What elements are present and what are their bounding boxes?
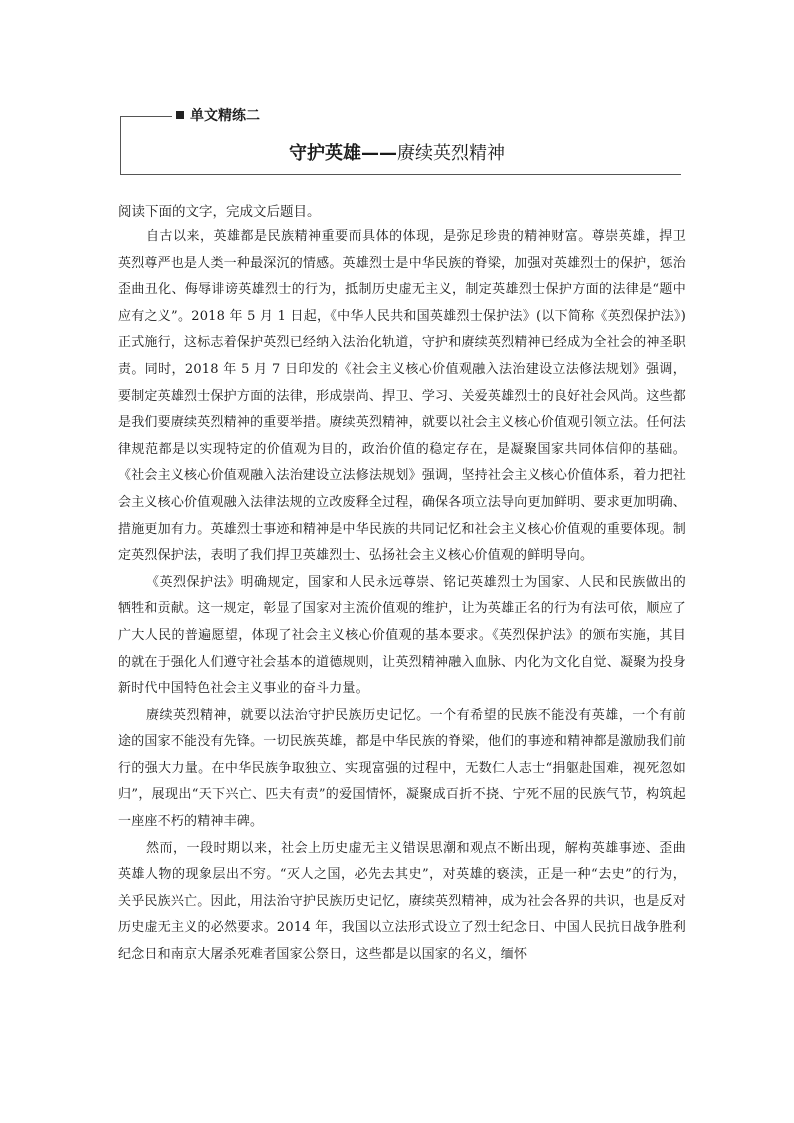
article-body bbox=[118, 224, 686, 969]
section-label bbox=[176, 106, 260, 126]
article-paragraph: 《英烈保护法》明确规定，国家和人民永远尊崇、铭记英雄烈士为国家、人民和民族做出的牺牲和贡献。这一规定，彰显了国家对主流价值观的维护，让为英雄正名的行为有法可依，顺应了广大人民的普遍愿望，体现了社会主义核心价值观的基本要求。《英烈保护法》的颁布实施，其目的就在于强化人们遵守社会基本的道德规则，让英烈精神融入血脉、内化为文化自觉、凝聚为投身新时代中国特色社会主义事业的奋斗力量。 bbox=[118, 574, 686, 697]
article-paragraph: 赓续英烈精神，就要以法治守护民族历史记忆。一个有希望的民族不能没有英雄，一个有前途的国家不能没有先锋。一切民族英雄，都是中华民族的脊梁，他们的事迹和精神都是激励我们前行的强大力量。在中华民族争取独立、实现富强的过程中，无数仁人志士“捐躯赴国难，视死忽如归”，展现出“天下兴亡、匹夫有责”的爱国情怀，凝聚成百折不挠、宁死不屈的民族气节，构筑起一座座不朽的精神丰碑。 bbox=[118, 707, 686, 830]
page-title bbox=[0, 142, 794, 166]
square-bullet-icon bbox=[176, 111, 184, 119]
article-paragraph: 自古以来，英雄都是民族精神重要而具体的体现，是弥足珍贵的精神财富。尊崇英雄，捍卫英烈尊严也是人类一种最深沉的情感。英雄烈士是中华民族的脊梁，加强对英雄烈士的保护，惩治歪曲丑化、侮辱诽谤英雄烈士的行为，抵制历史虚无主义，制定英雄烈士保护方面的法律是“题中应有之义”。2018 年 5 月 1 日起，《中华人民共和国英雄烈士保护法》(以下简称《英烈保护法》)正式施行，这标志着保护英烈已经纳入法治化轨道，守护和赓续英烈精神已经成为全社会的神圣职责。同时，2018 年 5 月 7 日印发的《社会主义核心价值观融入法治建设立法修法规划》强调，要制定英雄烈士保护方面的法律，形成崇尚、捍卫、学习、关爱英雄烈士的良好社会风尚。这些都是我们要赓续英烈精神的重要举措。赓续英烈精神，就要以社会主义核心价值观引领立法。任何法律规范都是以实现特定的价值观为目的，政治价值的稳定存在，是凝聚国家共同体信仰的基础。《社会主义核心价值观融入法治建设立法修法规划》强调，坚持社会主义核心价值体系，着力把社会主义核心价值观融入法律法规的立改废释全过程，确保各项立法导向更加鲜明、要求更加明确、措施更加有力。英雄烈士事迹和精神是中华民族的共同记忆和社会主义核心价值观的重要体现。制定英烈保护法，表明了我们捍卫英雄烈士、弘扬社会主义核心价值观的鲜明导向。 bbox=[118, 229, 686, 564]
section-header-rule bbox=[120, 116, 172, 117]
title-main: 守护英雄—— bbox=[289, 143, 397, 164]
section-label-text: 单文精练二 bbox=[190, 108, 260, 124]
reading-instruction: 阅读下面的文字，完成文后题目。 bbox=[118, 204, 321, 220]
article-paragraph: 然而，一段时期以来，社会上历史虚无主义错误思潮和观点不断出现，解构英雄事迹、歪曲英雄人物的现象层出不穷。“灭人之国，必先去其史”，对英雄的亵渎，正是一种“去史”的行为，关乎民族兴亡。因此，用法治守护民族历史记忆，赓续英烈精神，成为社会各界的共识，也是反对历史虚无主义的必然要求。2014 年，我国以立法形式设立了烈士纪念日、中国人民抗日战争胜利纪念日和南京大屠杀死难者国家公祭日，这些都是以国家的名义，缅怀 bbox=[118, 840, 686, 963]
title-subtitle: 赓续英烈精神 bbox=[397, 143, 505, 164]
